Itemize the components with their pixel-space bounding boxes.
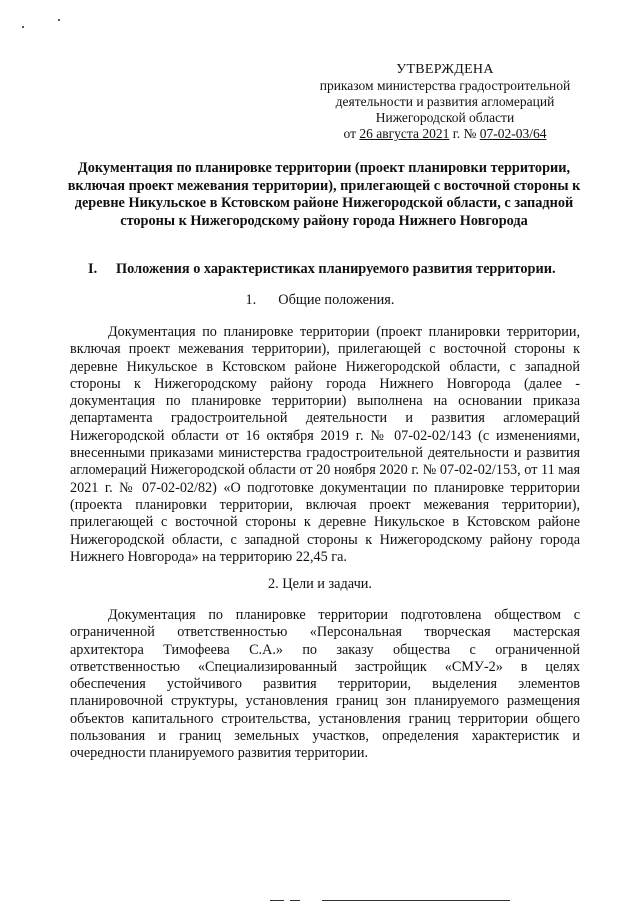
scan-speck	[22, 26, 24, 28]
paragraph-goals: Документация по планировке территории подготовлена обществом с ограниченной ответственностью «Персональная творческая мастерская архитектора Тимофеева С.А.» по заказу общества с ограниченной ответственностью «Специализированный застройщик «СМУ-2» в целях обеспечения устойчивого развития территории, выделения элементов планировочной структуры, установления границ зон планируемого размещения объектов капитального строительства, установления границ территории общего пользования и границ земельных участков, определения характеристик и очередности планируемого развития территории.	[70, 607, 580, 762]
section-heading	[88, 260, 598, 278]
order-number: 07-02-03/64	[479, 126, 547, 141]
paragraph-general-provisions: Документация по планировке территории (проект планировки территории, включая проект межевания территории), прилегающей с восточной стороны к деревне Никульское в Кстовском районе Нижегородской области, с западной стороны к Нижегородскому району города Нижнего Новгорода (далее - документация по планировке территории) выполнена на основании приказа департамента градостроительной деятельности и развития агломераций Нижегородской области от 16 октября 2019 г. № 07-02-02/143 (с изменениями, внесенными приказами министерства градостроительной деятельности и развития агломераций Нижегородской области от 20 ноября 2020 г. № 07-02-02/153, от 11 мая 2021 г. № 07-02-02/82) «О подготовке документации по планировке территории (проекта планировки территории, включая проект межевания территории), прилегающей с восточной стороны к деревне Никульское в Кстовском районе Нижегородской области, с западной стороны к Нижегородскому району города Нижнего Новгорода» на территорию 22,45 га.	[70, 324, 580, 565]
date-prefix: от	[343, 126, 360, 141]
footer-rule	[322, 900, 510, 901]
subsection-number: 1.	[245, 292, 257, 308]
approval-date: 26 августа 2021	[359, 126, 450, 141]
approval-line: Нижегородской области	[375, 110, 515, 125]
subsection-heading-general	[0, 291, 640, 309]
scan-artifact-line	[270, 900, 284, 901]
section-number: I.	[88, 261, 98, 277]
document-title: Документация по планировке территории (проект планировки территории, включая проект межевания территории), прилегающей с восточной стороны к деревне Никульское в Кстовском районе Нижегородской области, с западной стороны к Нижегородскому району города Нижнего Новгорода	[67, 160, 581, 229]
subsection-heading-goals: 2. Цели и задачи.	[267, 576, 372, 592]
scan-artifact-line	[290, 900, 300, 901]
scan-speck	[58, 19, 60, 21]
date-mid: г. №	[449, 126, 480, 141]
approval-line: приказом министерства градостроительной	[319, 78, 571, 93]
approval-block	[300, 62, 590, 142]
section-title: Положения о характеристиках планируемого развития территории.	[116, 261, 556, 277]
subsection-title: Общие положения.	[278, 292, 395, 308]
approval-title: УТВЕРЖДЕНА	[396, 62, 494, 77]
approval-date-line	[300, 126, 590, 142]
approval-line: деятельности и развития агломераций	[335, 94, 555, 109]
